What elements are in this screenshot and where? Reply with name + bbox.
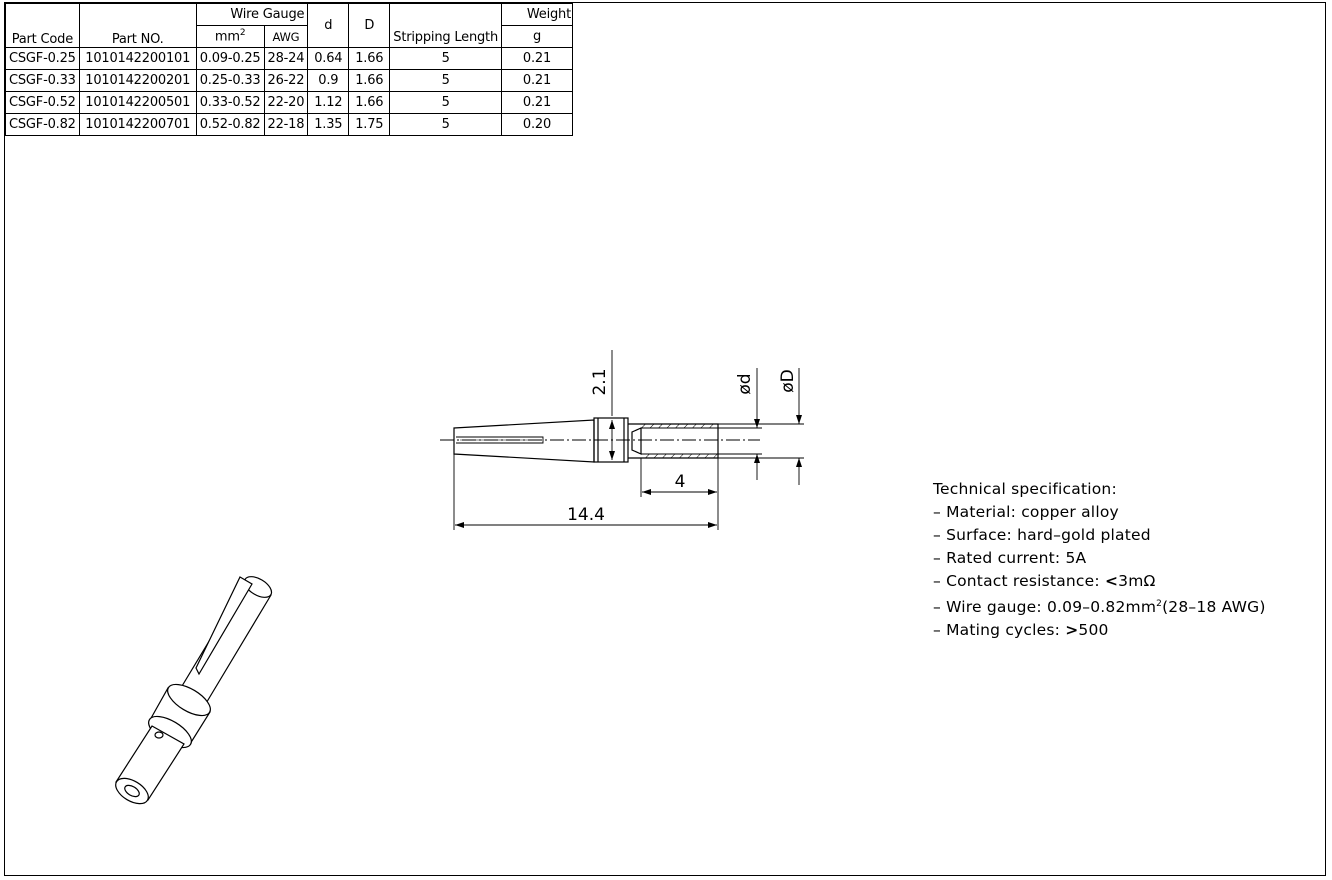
cell-awg: 22-18 xyxy=(264,114,308,136)
cell-part-no: 1010142200701 xyxy=(79,114,196,136)
spec-resistance: – Contact resistance: <3mΩ xyxy=(933,572,1156,590)
spec-wire-gauge: – Wire gauge: $0.09-0.82mm^2(28-18$ AWG) xyxy=(933,598,1266,617)
cell-weight: 0.21 xyxy=(501,48,572,70)
dimension-labels xyxy=(567,368,798,525)
header-D: D xyxy=(349,4,390,48)
dim-inner-diameter: ød xyxy=(735,373,755,395)
header-weight: Weight xyxy=(501,4,572,26)
spec-current: – Rated current: 5A xyxy=(933,549,1087,567)
header-stripping-length: Stripping Length xyxy=(390,4,502,48)
cell-D: 1.66 xyxy=(349,92,390,114)
cell-D: 1.66 xyxy=(349,70,390,92)
cell-part-no: 1010142200201 xyxy=(79,70,196,92)
header-awg: AWG xyxy=(264,26,308,48)
technical-specification xyxy=(933,478,1266,642)
pin-body xyxy=(454,420,594,462)
dim-total-length: 14.4 xyxy=(567,505,605,525)
cell-part-code: CSGF-0.33 xyxy=(6,70,80,92)
cell-D: 1.75 xyxy=(349,114,390,136)
header-wire-gauge: Wire Gauge xyxy=(196,4,308,26)
dim-outer-diameter: øD xyxy=(778,369,798,393)
cell-d: 1.35 xyxy=(308,114,349,136)
header-part-code: Part Code xyxy=(6,4,80,48)
less-than-icon: < xyxy=(1104,572,1119,590)
spec-title: Technical specification: xyxy=(933,480,1117,498)
header-weight-unit: g xyxy=(501,26,572,48)
cell-d: 0.9 xyxy=(308,70,349,92)
cell-mm2: 0.09-0.25 xyxy=(196,48,264,70)
dim-crimp-length: 4 xyxy=(674,472,686,492)
cell-awg: 22-20 xyxy=(264,92,308,114)
cell-awg: 26-22 xyxy=(264,70,308,92)
cell-d: 0.64 xyxy=(308,48,349,70)
header-d: d xyxy=(308,4,349,48)
spec-material: – Material: copper alloy xyxy=(933,503,1119,521)
cell-strip: 5 xyxy=(390,48,502,70)
contact-side-view xyxy=(440,418,760,462)
cell-weight: 0.21 xyxy=(501,92,572,114)
cell-strip: 5 xyxy=(390,92,502,114)
cell-d: 1.12 xyxy=(308,92,349,114)
cell-D: 1.66 xyxy=(349,48,390,70)
cell-strip: 5 xyxy=(390,114,502,136)
dim-flange-width: 2.1 xyxy=(590,368,610,396)
cell-part-code: CSGF-0.25 xyxy=(6,48,80,70)
cell-strip: 5 xyxy=(390,70,502,92)
contact-isometric-view xyxy=(111,572,275,808)
greater-than-icon: > xyxy=(1065,621,1079,640)
spec-mating-cycles: – Mating cycles: >500 xyxy=(933,621,1109,640)
cell-part-code: CSGF-0.82 xyxy=(6,114,80,136)
cell-weight: 0.20 xyxy=(501,114,572,136)
header-mm2: $mm^2$ xyxy=(196,26,264,48)
cell-mm2: 0.25-0.33 xyxy=(196,70,264,92)
cell-part-no: 1010142200501 xyxy=(79,92,196,114)
cell-awg: 28-24 xyxy=(264,48,308,70)
cell-part-code: CSGF-0.52 xyxy=(6,92,80,114)
cell-mm2: 0.52-0.82 xyxy=(196,114,264,136)
cell-mm2: 0.33-0.52 xyxy=(196,92,264,114)
cell-part-no: 1010142200101 xyxy=(79,48,196,70)
cell-weight: 0.21 xyxy=(501,70,572,92)
spec-surface: – Surface: hard–gold plated xyxy=(933,526,1151,544)
header-part-no: Part NO. xyxy=(79,4,196,48)
